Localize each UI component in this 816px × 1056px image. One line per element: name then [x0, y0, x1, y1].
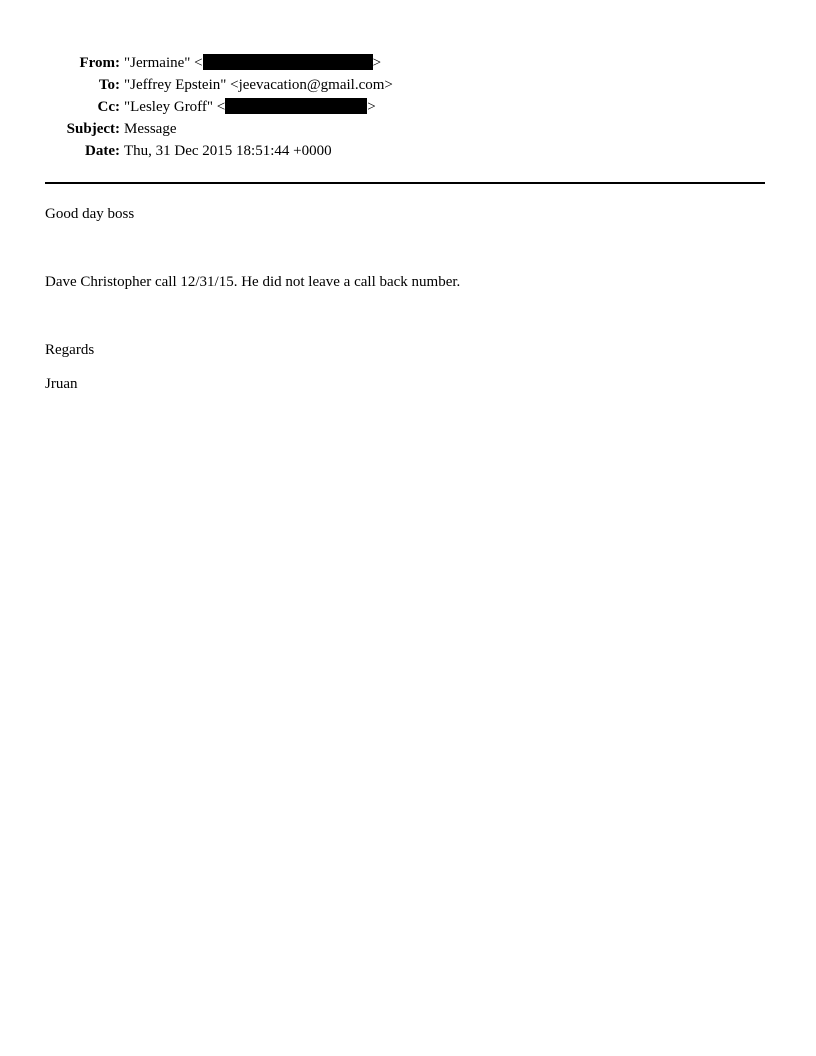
- cc-name: "Lesley Groff" <: [124, 99, 226, 115]
- to-value: "Jeffrey Epstein" <jeevacation@gmail.com>: [124, 77, 393, 93]
- subject-value: Message: [124, 121, 177, 137]
- email-header: [0, 52, 816, 162]
- cc-row: [0, 96, 816, 118]
- subject-row: [0, 118, 816, 140]
- date-label: Date:: [85, 143, 120, 159]
- body-message: Dave Christopher call 12/31/15. He did not leave a call back number.: [45, 274, 461, 290]
- to-label: To:: [98, 77, 120, 93]
- to-row: [0, 74, 816, 96]
- from-close: >: [372, 55, 382, 71]
- from-row: [0, 52, 816, 74]
- from-label: From:: [79, 55, 120, 71]
- cc-label: Cc:: [97, 99, 120, 115]
- cc-close: >: [367, 99, 376, 115]
- subject-label: Subject:: [66, 121, 120, 137]
- redaction-block: [225, 98, 367, 114]
- date-row: [0, 140, 816, 162]
- redaction-block: [203, 54, 373, 70]
- from-value: [124, 52, 381, 74]
- body-closing: Regards: [45, 342, 95, 358]
- body-signature: Jruan: [45, 376, 78, 392]
- from-name: "Jermaine" <: [124, 55, 203, 71]
- body-greeting: Good day boss: [45, 206, 135, 222]
- date-value: Thu, 31 Dec 2015 18:51:44 +0000: [124, 143, 332, 159]
- header-divider: [45, 182, 765, 184]
- cc-value: [124, 96, 376, 118]
